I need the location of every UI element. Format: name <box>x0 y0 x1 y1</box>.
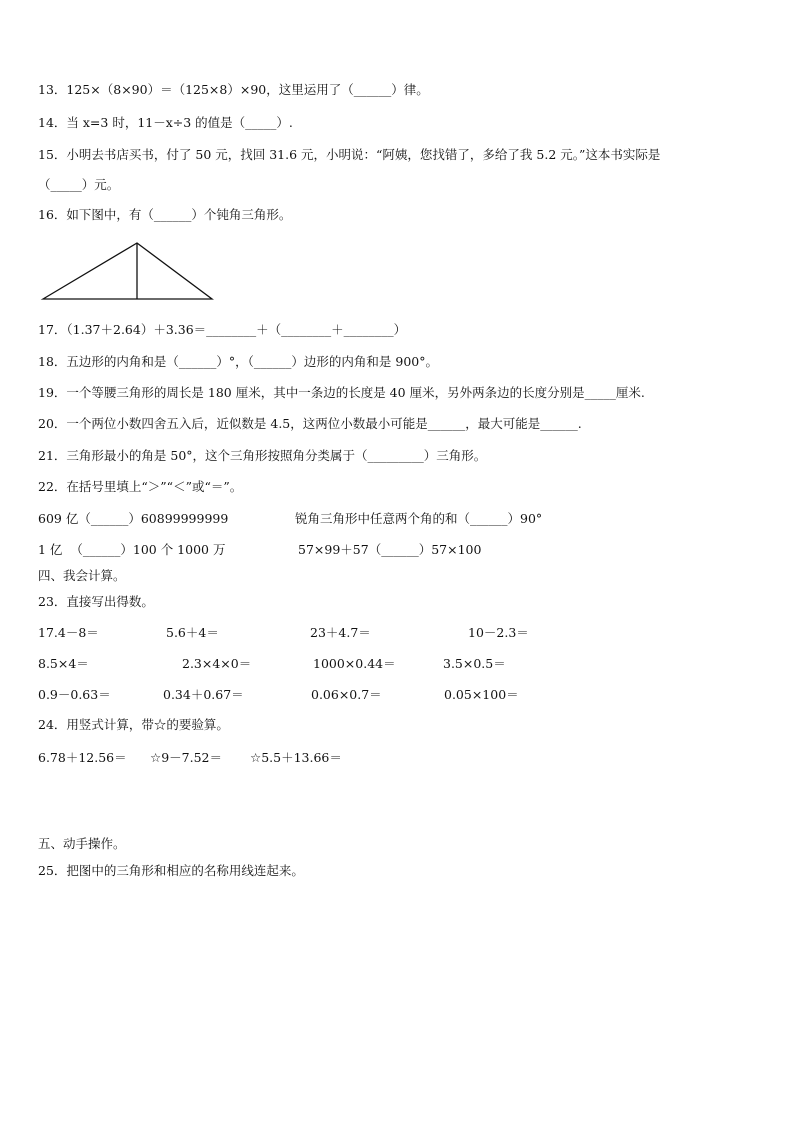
calc-item: 0.06×0.7＝ <box>311 687 382 702</box>
compare-item: 609 亿（______）60899999999 <box>38 511 229 526</box>
question-21: 21．三角形最小的角是 50°，这个三角形按照角分类属于（_________）三角形。 <box>38 448 487 463</box>
calc-item: 5.6＋4＝ <box>166 625 219 640</box>
compare-item: 57×99＋57（______）57×100 <box>298 542 482 557</box>
column-calc-item: 6.78＋12.56＝ <box>38 750 127 765</box>
question-22: 22．在括号里填上“＞”“＜”或“＝”。 <box>38 479 243 494</box>
calc-item: 8.5×4＝ <box>38 656 89 671</box>
question-13: 13．125×（8×90）＝（125×8）×90，这里运用了（______）律。 <box>38 82 429 97</box>
question-23: 23．直接写出得数。 <box>38 594 154 609</box>
question-18: 18．五边形的内角和是（______）°，（______）边形的内角和是 900°。 <box>38 354 438 369</box>
compare-item: 1 亿 （______）100 个 1000 万 <box>38 542 226 557</box>
question-19: 19．一个等腰三角形的周长是 180 厘米，其中一条边的长度是 40 厘米，另外两条边的长度分别是_____厘米. <box>38 385 645 400</box>
question-25: 25．把图中的三角形和相应的名称用线连起来。 <box>38 863 304 878</box>
compare-item: 锐角三角形中任意两个角的和（______）90° <box>295 511 543 526</box>
question-14: 14．当 x=3 时，11－x÷3 的值是（_____）. <box>38 115 293 130</box>
section-5-heading: 五、动手操作。 <box>38 836 126 851</box>
question-20: 20．一个两位小数四舍五入后，近似数是 4.5，这两位小数最小可能是______，最大可能是______. <box>38 416 582 431</box>
calc-item: 17.4－8＝ <box>38 625 99 640</box>
question-15-line2: （_____）元。 <box>38 177 120 192</box>
calc-item: 0.9－0.63＝ <box>38 687 111 702</box>
question-15-line1: 15．小明去书店买书，付了 50 元，找回 31.6 元，小明说：“阿姨，您找错了，多给了我 5.2 元。”这本书实际是 <box>38 147 661 162</box>
calc-item: 3.5×0.5＝ <box>443 656 506 671</box>
question-16: 16．如下图中，有（______）个钝角三角形。 <box>38 207 292 222</box>
column-calc-item: ☆9－7.52＝ <box>150 750 222 765</box>
section-4-heading: 四、我会计算。 <box>38 568 126 583</box>
triangle-figure <box>40 240 216 302</box>
calc-item: 0.34＋0.67＝ <box>163 687 244 702</box>
column-calc-item: ☆5.5＋13.66＝ <box>250 750 342 765</box>
calc-item: 10－2.3＝ <box>468 625 529 640</box>
question-17: 17．（1.37＋2.64）＋3.36＝________＋（________＋________） <box>38 322 407 337</box>
calc-item: 2.3×4×0＝ <box>182 656 252 671</box>
calc-item: 0.05×100＝ <box>444 687 519 702</box>
calc-item: 23＋4.7＝ <box>310 625 371 640</box>
question-24: 24．用竖式计算，带☆的要验算。 <box>38 717 229 732</box>
calc-item: 1000×0.44＝ <box>313 656 396 671</box>
